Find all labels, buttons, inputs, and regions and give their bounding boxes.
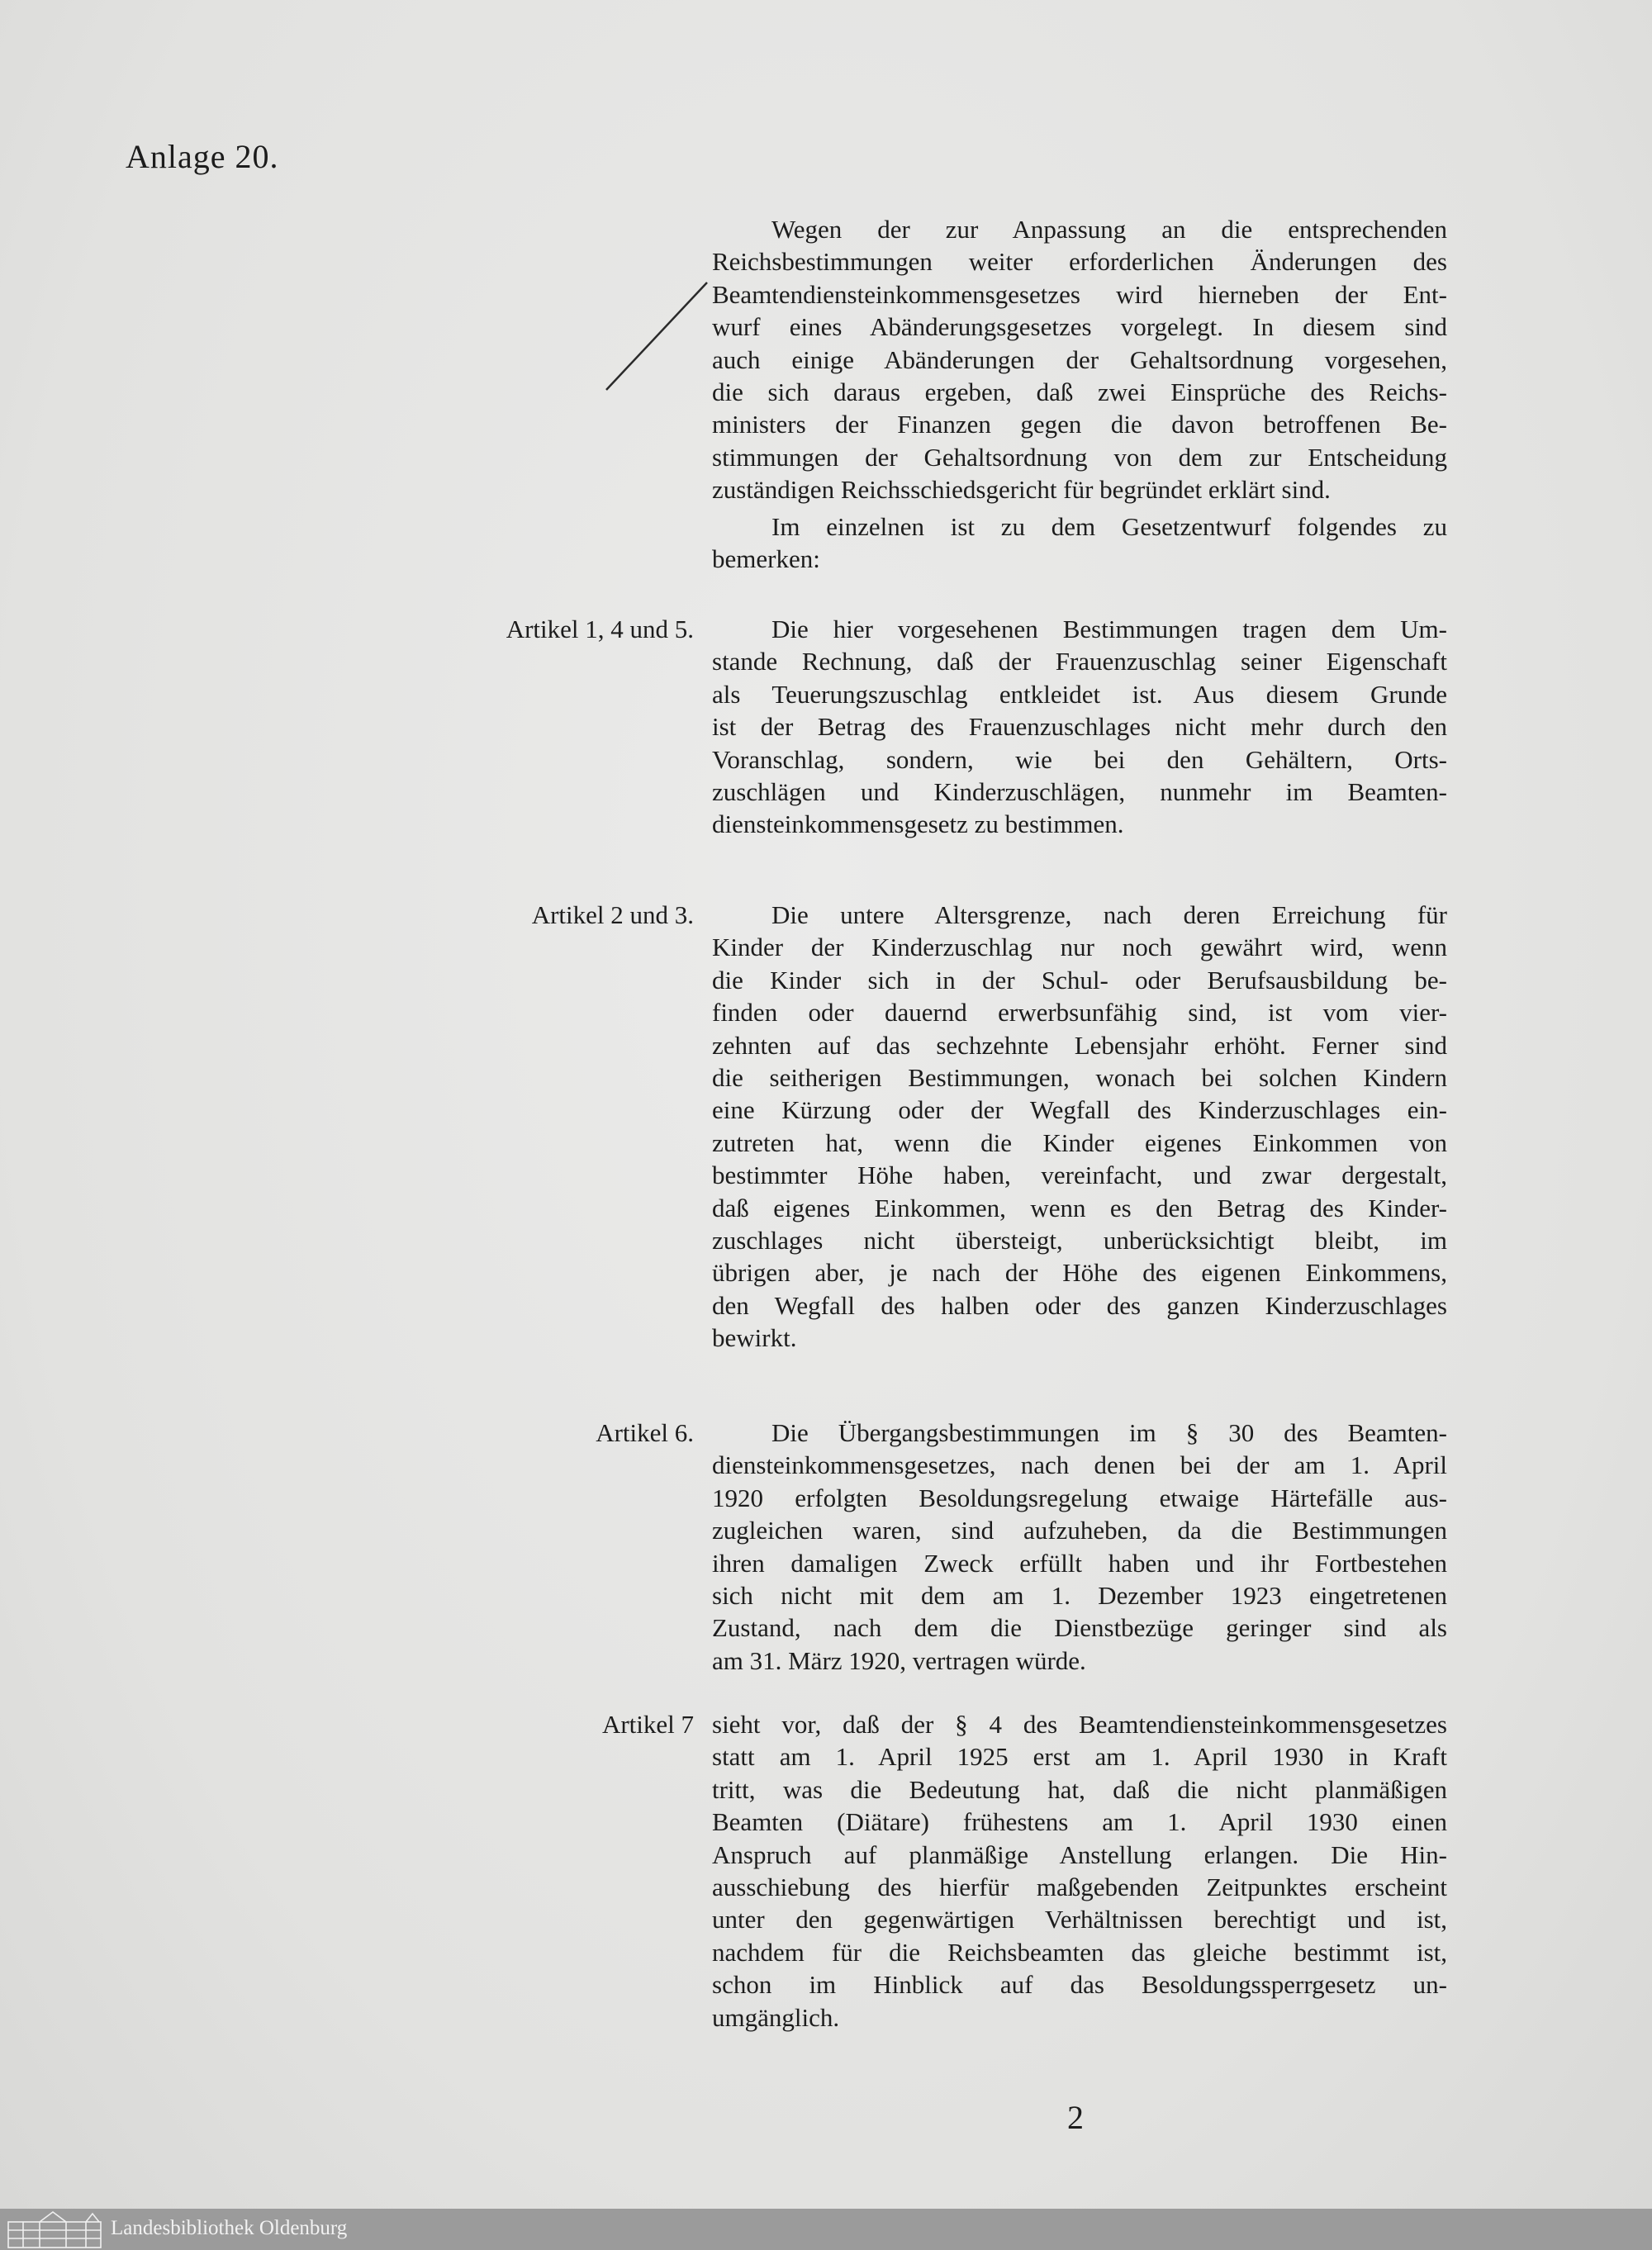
text-line: stande Rechnung, daß der Frauenzuschlag seiner Eigenschaft (712, 647, 1447, 676)
article-label: Artikel 1, 4 und 5. (506, 615, 694, 643)
text-line: Die untere Altersgrenze, nach deren Erreichung für (771, 900, 1447, 929)
text-line: auch einige Abänderungen der Gehaltsordnung vorgesehen, (712, 344, 1447, 374)
footer-bar (0, 2209, 1652, 2250)
text-line: tritt, was die Bedeutung hat, daß die nicht planmäßigen (712, 1774, 1447, 1804)
text-line: finden oder dauernd erwerbsunfähig sind, ist vom vier- (712, 998, 1447, 1028)
text-line: die sich daraus ergeben, daß zwei Einsprüche des Reichs- (712, 377, 1447, 407)
text-line: nachdem für die Reichsbeamten das gleiche bestimmt ist, (712, 1937, 1447, 1967)
text-line: Die Übergangsbestimmungen im § 30 des Beamten- (771, 1418, 1447, 1447)
text-line: den Wegfall des halben oder des ganzen Kinderzuschlages (712, 1290, 1447, 1320)
text-line: diensteinkommensgesetzes, nach denen bei der am 1. April (712, 1450, 1447, 1480)
text-line: ministers der Finanzen gegen die davon betroffenen Be- (712, 410, 1447, 439)
text-line: stimmungen der Gehaltsordnung von dem zur Entscheidung (712, 442, 1447, 472)
text-line: Beamten (Diätare) frühestens am 1. April 1930 einen (712, 1807, 1447, 1837)
text-line: bewirkt. (712, 1323, 797, 1353)
text-line: ihren damaligen Zweck erfüllt haben und ihr Fortbestehen (712, 1548, 1447, 1578)
text-line: zutreten hat, wenn die Kinder eigenes Einkommen von (712, 1127, 1447, 1157)
text-line: zehnten auf das sechzehnte Lebensjahr erhöht. Ferner sind (712, 1030, 1447, 1060)
document-heading: Anlage 20. (126, 138, 279, 175)
paragraph (712, 899, 1447, 1355)
text-line: zuständigen Reichsschiedsgericht für begründet erklärt sind. (712, 475, 1331, 505)
text-line: Voranschlag, sondern, wie bei den Gehältern, Orts- (712, 744, 1447, 774)
text-line: die Kinder sich in der Schul- oder Berufsausbildung be- (712, 965, 1447, 994)
text-line: wurf eines Abänderungsgesetzes vorgelegt. In diesem sind (712, 312, 1447, 342)
text-line: die seitherigen Bestimmungen, wonach bei solchen Kindern (712, 1063, 1447, 1093)
margin-stroke-mark (595, 273, 719, 405)
text-line: daß eigenes Einkommen, wenn es den Betrag des Kinder- (712, 1193, 1447, 1222)
text-line: bemerken: (712, 544, 820, 574)
article-label: Artikel 7 (601, 1710, 694, 1739)
library-name: Landesbibliothek Oldenburg (111, 2217, 348, 2239)
text-line: sieht vor, daß der § 4 des Beamtendiensteinkommensgesetzes (712, 1710, 1447, 1739)
text-line: Zustand, nach dem die Dienstbezüge geringer sind als (712, 1613, 1447, 1643)
text-line: eine Kürzung oder der Wegfall des Kinderzuschlages ein- (712, 1095, 1447, 1125)
text-line: übrigen aber, je nach der Höhe des eigenen Einkommens, (712, 1258, 1447, 1288)
text-line: ist der Betrag des Frauenzuschlages nicht mehr durch den (712, 712, 1447, 742)
text-line: ausschiebung des hierfür maßgebenden Zeitpunktes erscheint (712, 1873, 1447, 1902)
text-line: Anspruch auf planmäßige Anstellung erlangen. Die Hin- (712, 1839, 1447, 1869)
text-line: statt am 1. April 1925 erst am 1. April 1930 in Kraft (712, 1742, 1447, 1772)
text-line: Beamtendiensteinkommensgesetzes wird hierneben der Ent- (712, 279, 1447, 309)
text-line: Wegen der zur Anpassung an die entsprechenden (771, 215, 1447, 244)
text-line: 1920 erfolgten Besoldungsregelung etwaige Härtefälle aus- (712, 1483, 1447, 1512)
text-line: zugleichen waren, sind aufzuheben, da die Bestimmungen (712, 1516, 1447, 1545)
text-line: schon im Hinblick auf das Besoldungssperrgesetz un- (712, 1970, 1447, 2000)
text-line: am 31. März 1920, vertragen würde. (712, 1645, 1086, 1675)
text-line: Kinder der Kinderzuschlag nur noch gewährt wird, wenn (712, 933, 1447, 962)
text-line: sich nicht mit dem am 1. Dezember 1923 eingetretenen (712, 1581, 1447, 1611)
text-line: zuschlägen und Kinderzuschlägen, nunmehr im Beamten- (712, 777, 1447, 807)
paragraph (712, 510, 1447, 576)
text-line: zuschlages nicht übersteigt, unberücksichtigt bleibt, im (712, 1226, 1447, 1256)
article-label: Artikel 6. (596, 1418, 694, 1447)
paragraph (712, 613, 1447, 841)
text-line: umgänglich. (712, 2002, 840, 2032)
article-label: Artikel 2 und 3. (531, 900, 694, 929)
text-line: als Teuerungszuschlag entkleidet ist. Aus diesem Grunde (712, 679, 1447, 709)
text-line: Die hier vorgesehenen Bestimmungen tragen dem Um- (771, 615, 1447, 643)
paragraph (712, 213, 1447, 506)
paragraph (712, 1708, 1447, 2034)
text-line: unter den gegenwärtigen Verhältnissen berechtigt und ist, (712, 1905, 1447, 1934)
page-number: 2 (1067, 2099, 1084, 2136)
text-line: bestimmter Höhe haben, vereinfacht, und zwar dergestalt, (712, 1161, 1447, 1190)
paragraph (712, 1417, 1447, 1677)
library-building-logo (7, 2210, 104, 2248)
text-line: Im einzelnen ist zu dem Gesetzentwurf folgendes zu (771, 512, 1447, 541)
text-line: Reichsbestimmungen weiter erforderlichen Änderungen des (712, 247, 1447, 277)
text-line: diensteinkommensgesetz zu bestimmen. (712, 809, 1124, 839)
